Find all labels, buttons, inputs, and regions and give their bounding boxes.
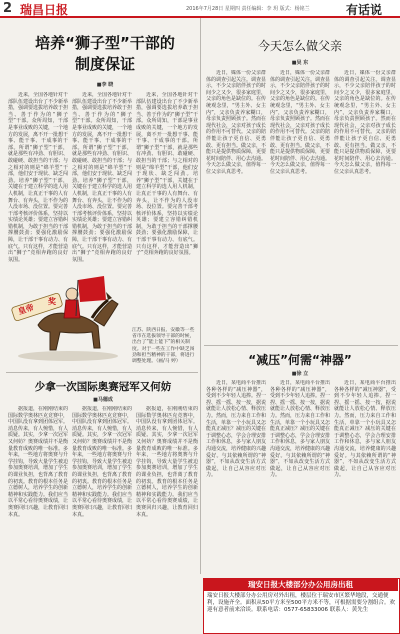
right-article-col3: 近日，媒体一份父亲群体的调查引起关注。调查显示，不少父亲陪伴孩子的时间少之又少，很多家庭里，父亲的角色是缺位的。在传统观念里，“男主外、女主内”，父亲负责养家糊口，母亲负责照顾孩子。然而在现代社会，父亲对孩子成长的作用不可替代。父亲的陪伴能让孩子更自信、更勇敢、更有担当。做父亲，不能只是提供物质保障，更要花时间陪伴、用心去沟通。今天怎么做父亲，值得每一位父亲认真思考。 — [334, 70, 396, 175]
main-article-col2: 近来，全国各地针对干部队伍建设出台了不少新举措，强调要选拔培养敢于担当、善于作为的“狮子型”干部。众所周知，干部是事业成败的关键，一个地方的发展，离不开一批想干事、能干事、干成事的干部。所谓“狮子型”干部，就是那些有冲劲、有胆识、敢碰硬、敢担当的干部；与之相对的则是“绵羊型”干部，他们安于现状、缺乏闯劲。培养“狮子型”干部，关键在于建立科学的选人用人机制，让真正干事的人有舞台、有奔头，让不作为的人没市场、没位置。要完善干部考核评价体系，坚持以实绩论英雄；要建立容错纠错机制，为敢于担当的干部撑腰鼓劲；要强化激励保障，让干部干事有动力、有底气。只有这样，才能营造出“狮子”竞相奔跑的良好氛围。 — [72, 92, 132, 263]
shenqi-article-col3: 近日，某电商平台推出各种各样的“减压神器”，受到不少年轻人追捧。捏一捏、摇一摇、按一按，据说就能让人放松心情、释放压力。然而，压力来自工作和生活，单靠一个小玩具又怎能真正减压？减压的关键在于调整心态，学会合理安排工作和休息，多与家人朋友沟通交流，培养健康的兴趣爱好。与其依赖所谓的“神器”，不如从改变生活方式做起，让自己从容应对压力。 — [334, 380, 396, 479]
cartoon-svg — [8, 270, 130, 365]
ad-title: 瑞安日报大楼部分办公用房出租 — [203, 579, 398, 591]
shenqi-article-title: “减压”何需“神器” — [248, 353, 352, 367]
cartoon-scroll-text-1: 皇帝 — [17, 302, 35, 317]
section-name: 有话说 — [346, 3, 383, 17]
section-divider-right — [204, 345, 398, 346]
bottom-article-col1: 据报道，在刚刚结束的国际数学奥林匹克竞赛中，中国队没有拿到团体冠军。消息传来，有人惋惜，有人质疑。其实，少拿一次冠军又何妨？奥赛成绩并不是衡量教育成败的唯一标准。多年来，一些地方将奥赛与升学挂钩，导致大量学生被迫参加奥赛培训，增加了学生的课业负担，也背离了教育的初衷。教育的根本任务是立德树人，培养学生的创新精神和实践能力。我们应当以平常心看待奥赛成绩，让奥赛回归兴趣，让教育回归本真。 — [8, 406, 68, 518]
right-article-title: 今天怎么做父亲 — [257, 39, 342, 53]
section-divider — [6, 372, 198, 373]
right-article-col2: 近日，媒体一份父亲群体的调查引起关注。调查显示，不少父亲陪伴孩子的时间少之又少，很多家庭里，父亲的角色是缺位的。在传统观念里，“男主外、女主内”，父亲负责养家糊口，母亲负责照顾孩子。然而在现代社会，父亲对孩子成长的作用不可替代。父亲的陪伴能让孩子更自信、更勇敢、更有担当。做父亲，不能只是提供物质保障，更要花时间陪伴、用心去沟通。今天怎么做父亲，值得每一位父亲认真思考。 — [270, 70, 330, 175]
ad-text: 瑞安日报大楼部分办公用房对外出租，楼层位于瑞安市区繁华地段，交通便利，设施齐全。面积从50平方米至500平方米不等，可根据需要分割组合。欢迎有意者前来洽谈。联系电话：0577-65833006 联系人：黄先生 — [207, 593, 395, 613]
main-article-byline: ■李 晓 — [96, 82, 114, 88]
cartoon-caption: 江苏、陕西日报、安徽等一些省市在选拔领导干部的时候，出台了“能上能下”的相关制度。对于一些在工作中缺乏闯劲和担当精神的干部，将进行调整处理。（画/马 婷） — [132, 328, 195, 365]
main-article-col1: 近来，全国各地针对干部队伍建设出台了不少新举措，强调要选拔培养敢于担当、善于作为的“狮子型”干部。众所周知，干部是事业成败的关键，一个地方的发展，离不开一批想干事、能干事、干成事的干部。所谓“狮子型”干部，就是那些有冲劲、有胆识、敢碰硬、敢担当的干部；与之相对的则是“绵羊型”干部，他们安于现状、缺乏闯劲。培养“狮子型”干部，关键在于建立科学的选人用人机制，让真正干事的人有舞台、有奔头，让不作为的人没市场、没位置。要完善干部考核评价体系，坚持以实绩论英雄；要建立容错纠错机制，为敢于担当的干部撑腰鼓劲；要强化激励保障，让干部干事有动力、有底气。只有这样，才能营造出“狮子”竞相奔跑的良好氛围。 — [8, 92, 68, 263]
right-article-col1: 近日，媒体一份父亲群体的调查引起关注。调查显示，不少父亲陪伴孩子的时间少之又少，很多家庭里，父亲的角色是缺位的。在传统观念里，“男主外、女主内”，父亲负责养家糊口，母亲负责照顾孩子。然而在现代社会，父亲对孩子成长的作用不可替代。父亲的陪伴能让孩子更自信、更勇敢、更有担当。做父亲，不能只是提供物质保障，更要花时间陪伴、用心去沟通。今天怎么做父亲，值得每一位父亲认真思考。 — [206, 70, 266, 175]
cartoon-illustration — [8, 270, 130, 365]
column-divider — [200, 18, 201, 574]
shenqi-article-byline: ■徐 立 — [291, 371, 309, 377]
bottom-article-title: 少拿一次国际奥赛冠军又何妨 — [34, 381, 172, 393]
bottom-article-col3: 据报道，在刚刚结束的国际数学奥林匹克竞赛中，中国队没有拿到团体冠军。消息传来，有人惋惜，有人质疑。其实，少拿一次冠军又何妨？奥赛成绩并不是衡量教育成败的唯一标准。多年来，一些地方将奥赛与升学挂钩，导致大量学生被迫参加奥赛培训，增加了学生的课业负担，也背离了教育的初衷。教育的根本任务是立德树人，培养学生的创新精神和实践能力。我们应当以平常心看待奥赛成绩，让奥赛回归兴趣，让教育回归本真。 — [136, 406, 198, 518]
page-number: 2 — [3, 1, 13, 16]
bottom-article-col2: 据报道，在刚刚结束的国际数学奥林匹克竞赛中，中国队没有拿到团体冠军。消息传来，有人惋惜，有人质疑。其实，少拿一次冠军又何妨？奥赛成绩并不是衡量教育成败的唯一标准。多年来，一些地方将奥赛与升学挂钩，导致大量学生被迫参加奥赛培训，增加了学生的课业负担，也背离了教育的初衷。教育的根本任务是立德树人，培养学生的创新精神和实践能力。我们应当以平常心看待奥赛成绩，让奥赛回归兴趣，让教育回归本真。 — [72, 406, 132, 518]
bottom-article-byline: ■马德成 — [93, 397, 113, 403]
shenqi-article-col1: 近日，某电商平台推出各种各样的“减压神器”，受到不少年轻人追捧。捏一捏、摇一摇、按一按，据说就能让人放松心情、释放压力。然而，压力来自工作和生活，单靠一个小玩具又怎能真正减压？减压的关键在于调整心态，学会合理安排工作和休息，多与家人朋友沟通交流，培养健康的兴趣爱好。与其依赖所谓的“神器”，不如从改变生活方式做起，让自己从容应对压力。 — [206, 380, 266, 479]
main-article-col3: 近来，全国各地针对干部队伍建设出台了不少新举措，强调要选拔培养敢于担当、善于作为的“狮子型”干部。众所周知，干部是事业成败的关键，一个地方的发展，离不开一批想干事、能干事、干成事的干部。所谓“狮子型”干部，就是那些有冲劲、有胆识、敢碰硬、敢担当的干部；与之相对的则是“绵羊型”干部，他们安于现状、缺乏闯劲。培养“狮子型”干部，关键在于建立科学的选人用人机制，让真正干事的人有舞台、有奔头，让不作为的人没市场、没位置。要完善干部考核评价体系，坚持以实绩论英雄；要建立容错纠错机制，为敢于担当的干部撑腰鼓劲；要强化激励保障，让干部干事有动力、有底气。只有这样，才能营造出“狮子”竞相奔跑的良好氛围。 — [136, 92, 198, 257]
main-article-title-line1: 培养“狮子型”干部的 — [35, 34, 175, 52]
cartoon-scroll-text-2: 奖 — [48, 297, 56, 306]
date-line: 2016年7月28日 星期四 责任编辑：李 玥 版式：杨铭兰 — [186, 6, 310, 12]
right-article-byline: ■吴 东 — [291, 60, 309, 66]
main-article-title-line2: 制度保证 — [74, 55, 135, 73]
shenqi-article-col2: 近日，某电商平台推出各种各样的“减压神器”，受到不少年轻人追捧。捏一捏、摇一摇、按一按，据说就能让人放松心情、释放压力。然而，压力来自工作和生活，单靠一个小玩具又怎能真正减压？减压的关键在于调整心态，学会合理安排工作和休息，多与家人朋友沟通交流，培养健康的兴趣爱好。与其依赖所谓的“神器”，不如从改变生活方式做起，让自己从容应对压力。 — [270, 380, 330, 479]
paper-name: 瑞昌日报 — [20, 3, 69, 17]
